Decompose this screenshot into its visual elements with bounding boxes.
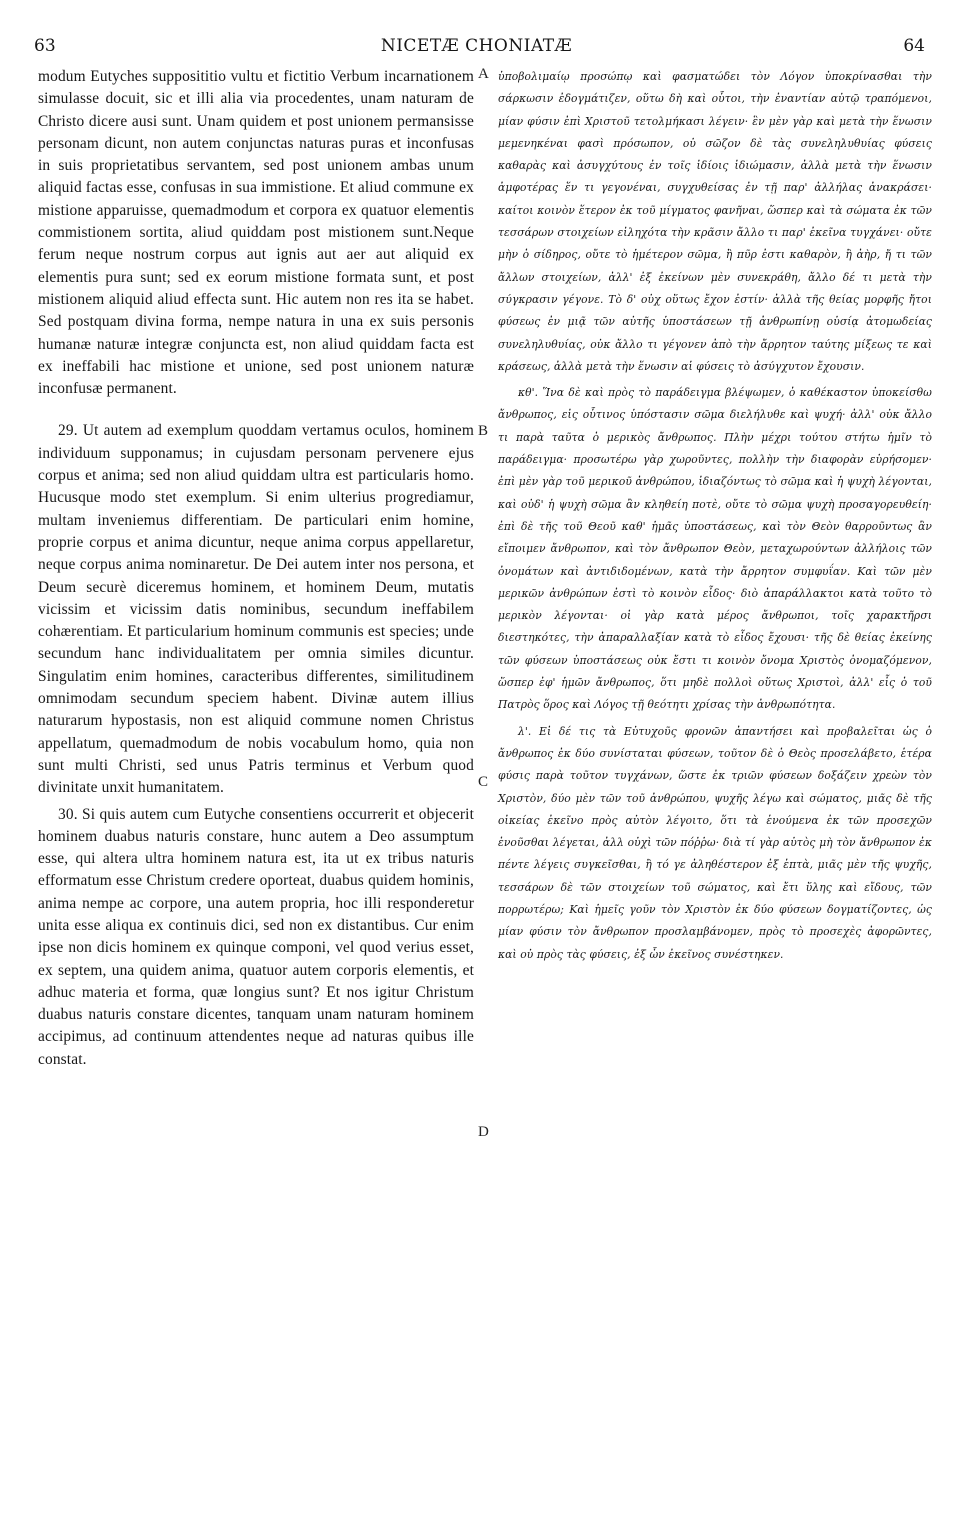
greek-column	[498, 66, 932, 966]
greek-paragraph-29: κθ'. Ἵνα δὲ καὶ πρὸς τὸ παράδειγμα βλέψωμεν, ὁ καθέκαστον ὑποκείσθω ἄνθρωπος, εἰς οὗτινος ὑπόστασιν σῶμα διελήλυθε καὶ ψυχή· ἀλλ' οὐκ ἄλλο τι παρὰ ταῦτα ὁ μερικὸς ἄνθρωπος. Πλὴν μέχρι τούτου στήτω ἡμῖν τὸ παράδειγμα· προσωτέρω γὰρ χωροῦντες, πολλὴν τὴν διαφορὰν εὑρήσομεν· ἐπὶ μὲν γὰρ τοῦ μερικοῦ ἀνθρώπου, ἰδιαζόντως τὸ σῶμα καὶ ἡ ψυχὴ λέγονται, καὶ οὐδ' ἡ ψυχὴ σῶμα ἂν κληθείη ποτὲ, οὔτε τὸ σῶμα ψυχὴ προσαγορευθείη· ἐπὶ δὲ τῆς τοῦ Θεοῦ καθ' ἡμᾶς ὑποστάσεως, καὶ τὸν Θεὸν θαρροῦντως ἂν εἴποιμεν ἄνθρωπον, καὶ τὸν ἄνθρωπον Θεὸν, μεταχωρούντων ἀλλήλοις τῶν ὀνομάτων καὶ ἀντιδιδομένων, κατὰ τὴν ἄρρητον συμφυΐαν. Καὶ τῶν μὲν μερικῶν ἀνθρώπων ἐστὶ τὸ κοινὸν εἶδος· διὸ ἀπαράλλακτοι κατὰ τοῦτο τὸ μερικὸν λέγονται· οἱ γὰρ κατὰ μέρος ἄνθρωποι, τοῖς χαρακτῆρσι διεστηκότες, τὴν ἀπαραλλαξίαν κατὰ τὸ εἶδος ἔχουσι· τῆς δὲ θείας ἐκείνης τῶν φύσεων ὑποστάσεως οὐκ ἔστι τι κοινὸν ὄνομα Χριστὸς ὀνομαζόμενον, ὥσπερ ἐφ' ἡμῶν ἄνθρωπος, ὅτι μηδὲ πολλοὶ οὕτως Χριστοὶ, ἀλλ' εἷς ὁ τοῦ Πατρὸς ὅρος καὶ Λόγος τῇ θεότητι χρίσας τὴν ἀνθρωπότητα.	[498, 386, 932, 712]
running-title: NICETÆ CHONIATÆ	[380, 36, 573, 56]
latin-column	[38, 66, 474, 1071]
latin-paragraph-30: 30. Si quis autem cum Eutyche consentiens occurrerit et objecerit hominem duabus naturis constare, hunc autem a Deo assumptum esse, qui altera ultra hominem natura est, ita ut ex tribus naturis efformatum esse Christum credere oporteat, duabus quidem hominis, anima nempe ac corpore, una autem propria, hoc illi responderetur unita esse aliqua ex continuis dici, sed non ex distantibus. Cur enim ipse non dicis hominem ex quinque componi, vel quod verius esset, ex septem, una quidem anima, quatuor autem corporis elementis, et adhuc materia et forma, quæ longius sunt? Et nos igitur Christum duabus naturis constare dicentes, tanquam unam naturam hominem accipimus, ad continuum attendentes neque ad naturas quibus ille constat.	[38, 805, 474, 1068]
greek-paragraph-30: λ'. Εἰ δέ τις τὰ Εὐτυχοῦς φρονῶν ἀπαντήσει καὶ προβαλεῖται ὡς ὁ ἄνθρωπος ἐκ δύο συνίσταται φύσεων, τοῦτον δὲ ὁ Θεὸς προσελάβετο, ἑτέρα φύσις παρὰ τοῦτον τυγχάνων, ὥστε ἐκ τριῶν φύσεων δοξάζειν χρεὼν τὸν Χριστὸν, δύο μὲν τῶν τοῦ ἀνθρώπου, ψυχῆς λέγω καὶ σώματος, μιᾶς δὲ τῆς οἰκείας ἐκεῖνο πρὸς αὐτὸν λέγοιτο, ὅτι τὰ ἑνούμενα ἐκ τῶν προσεχῶν ἑνοῦσθαι λέγεται, ἀλλ οὐχὶ τῶν πόῤῥω· διὰ τί γὰρ αὐτὸς μὴ τὸν ἄνθρωπον ἐκ πέντε λέγεις συγκεῖσθαι, ἢ τό γε ἀληθέστερον ἐξ ἑπτὰ, μιᾶς μὲν τῆς ψυχῆς, τεσσάρων δὲ τῶν στοιχείων τοῦ σώματος, καὶ ἔτι ὕλης καὶ εἴδους, τῶν πορρωτέρω; Καὶ ἡμεῖς γοῦν τὸν Χριστὸν ἐκ δύο φύσεων δογματίζοντες, ὡς μίαν φύσιν τὸν ἄνθρωπον προσλαμβάνομεν, πρὸς τὸ προσεχὲς ἀφορῶντες, καὶ οὐ πρὸς τὰς φύσεις, ἐξ ὧν ἐκεῖνος συνέστηκεν.	[498, 724, 932, 961]
margin-marker-a: A	[478, 66, 489, 82]
page-header	[0, 0, 953, 60]
page-number-left: 63	[34, 36, 56, 56]
page-number-right: 64	[903, 36, 925, 56]
latin-paragraph-29: 29. Ut autem ad exemplum quoddam vertamus oculos, hominem individuum supponamus; in cujusdam personam pervenere ejus corpus et anima; sed non aliud quiddam ultra est particularis homo. Hucusque modo stet exemplum. Si enim ulterius progrediamur, multam inveniemus differentiam. De particulari enim homine, proprie corpus et anima dicuntur, neque anima corpus appellaretur, neque corpus anima nominaretur. De Dei autem inter nos persona, et Deum securè diceremus hominem, et hominem Deum, mutatis vicissim et vicissim datis nominibus, secundum ineffabilem cohærentiam. Et particularium hominum communis est species; unde secundum hanc individualitatem per omnia similes dicuntur. Singulatim enim homines, caracteribus differentes, similitudinem omnimodam secundum speciem habent. Divinæ autem illius naturarum hypostasis, non est aliquid commune nomen Christus appellatum, quemadmodum de nobis vocabulum homo, quia non sunt multi Christi, sed unus Patris terminus et Verbum quod divinitate unxit humanitatem.	[38, 422, 474, 797]
margin-marker-c: C	[478, 774, 489, 790]
greek-paragraph-1: ὑποβολιμαίῳ προσώπῳ καὶ φασματώδει τὸν Λόγον ὑποκρίνασθαι τὴν σάρκωσιν ἐδογμάτιζεν, οὕτω δὴ καὶ οὗτοι, τὴν ἐναντίαν αὐτῷ τραπόμενοι, μίαν φύσιν ἐπὶ Χριστοῦ τετολμήκασι λέγειν· ἓν μὲν γὰρ καὶ μετὰ τὴν ἕνωσιν μεμενηκέναι φασὶ πρόσωπον, οὐ σῶζον δὲ τὰς συνεληλυθυίας φύσεις καθαρὰς καὶ ἀσυγχύτους ἐν τοῖς ἰδίοις ἰδιώμασιν, ἀλλὰ μετὰ τὴν ἕνωσιν ἀμφοτέρας ἕν τι γεγονέναι, συγχυθείσας ἐν τῇ παρ' ἀλλήλας ἀνακράσει· καίτοι κοινὸν ἕτερον ἐκ τοῦ μίγματος φανῆναι, ὥσπερ καὶ τὰ σώματα ἐκ τῶν τεσσάρων στοιχείων εἰληχότα τὴν κρᾶσιν ἄλλο τι παρ' ἐκεῖνα τυγχάνει· οὔτε μὴν ὁ σίδηρος, οὔτε τὸ ἡμέτερον σῶμα, ἢ πῦρ ἐστι καθαρὸν, ἢ ἀὴρ, ἤ τι τῶν ἄλλων στοιχείων, ἀλλ' ἐξ ἐκείνων μὲν συνεκράθη, ἄλλο δέ τι μετὰ τὴν σύγκρασιν γέγονε. Τὸ δ' οὐχ οὕτως ἔχον ἐστίν· ἀλλὰ τῆς θείας μορφῆς ἤτοι φύσεως ἐν μιᾷ τῶν αὐτῆς ὑποστάσεων τῇ ἀνθρωπίνῃ οὐσίᾳ ἀτομωδείας συνεληλυθυίας, οὐκ ἄλλο τι γέγονεν ἀπὸ τὴν ἄρρητον ταύτης μίξεως τε καὶ κράσεως, ἀλλὰ μετὰ τὴν ἕνωσιν αἱ φύσεις τὸ ἀσύγχυτον ἔχουσιν.	[498, 70, 932, 373]
latin-paragraph-1: modum Eutyches supposititio vultu et fictitio Verbum incarnationem simulasse docuit, sic et illi alia via procedentes, unam naturam de Christo dicere ausi sunt. Unam quidem et post unionem permansisse personam dicunt, non autem conjunctas naturas puras et inconfusas in suis proprietatibus servantem, sed post unionem ambas unum aliquid factas esse, confusas in sua immistione. Et aliud commune ex mistione apparuisse, quemadmodum et corpora ex quatuor elementis commistionem sortita, aliud quiddam post mistionem sunt.Neque ferum neque nostrum corpus aut ignis aut aer aut aliquid ex elementis pura sunt; sed ex eorum mistione formata sunt, et post mistionem aliquid aliud effecta sunt. Hic autem non res ita se habet. Sed postquam divina forma, nempe natura in una ex suis personis humanæ naturæ integræ conjuncta est, non aliud quiddam facta est ex ineffabili hac mistione et unione, sed post unionem naturæ inconfusæ permanent.	[38, 68, 474, 398]
margin-marker-d: D	[478, 1124, 489, 1140]
margin-marker-b: B	[478, 423, 489, 439]
